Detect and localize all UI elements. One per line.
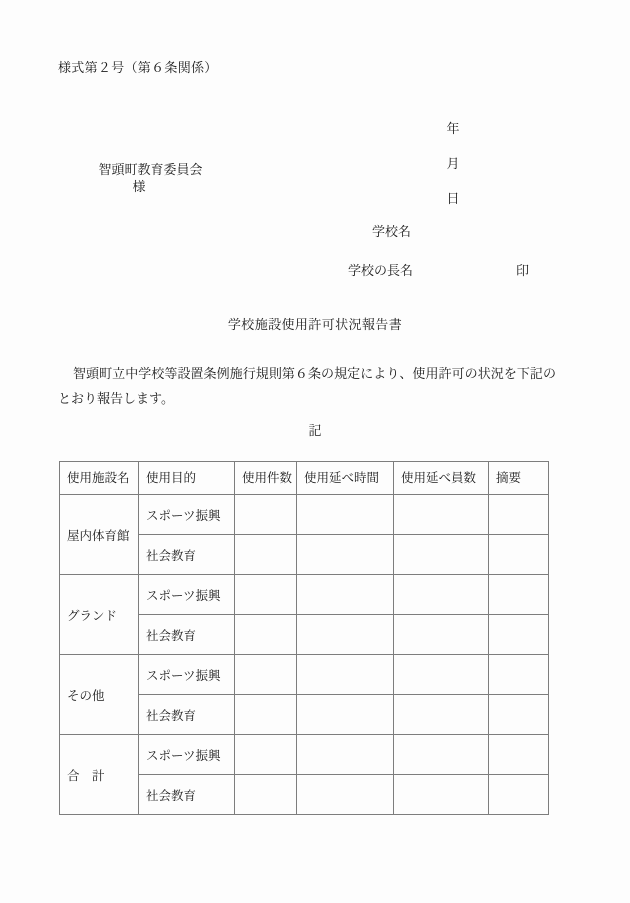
purpose-cell: スポーツ振興: [139, 495, 235, 535]
table-row: [60, 655, 549, 695]
count-cell[interactable]: [235, 535, 297, 575]
hours-cell[interactable]: [297, 655, 394, 695]
table-row: [60, 735, 549, 775]
report-table: [59, 461, 549, 815]
form-number: 様式第２号（第６条関係）: [58, 61, 218, 76]
facility-cell-ground: グランド: [60, 575, 139, 655]
purpose-cell: 社会教育: [139, 535, 235, 575]
hours-cell[interactable]: [297, 735, 394, 775]
purpose-cell: スポーツ振興: [139, 655, 235, 695]
persons-cell[interactable]: [394, 615, 489, 655]
month-label: 月: [446, 156, 460, 172]
persons-cell[interactable]: [394, 655, 489, 695]
column-header-count: 使用件数: [235, 462, 297, 495]
hours-cell[interactable]: [297, 575, 394, 615]
addressee: [82, 144, 203, 214]
purpose-cell: スポーツ振興: [139, 575, 235, 615]
purpose-cell: 社会教育: [139, 695, 235, 735]
page-title: 学校施設使用許可状況報告書: [227, 318, 403, 333]
count-cell[interactable]: [235, 495, 297, 535]
count-cell[interactable]: [235, 575, 297, 615]
persons-cell[interactable]: [394, 495, 489, 535]
hours-cell[interactable]: [297, 535, 394, 575]
facility-cell-indoor-gym: 屋内体育館: [60, 495, 139, 575]
purpose-cell: 社会教育: [139, 615, 235, 655]
remarks-cell[interactable]: [489, 775, 549, 815]
school-head-label: 学校の長名: [348, 264, 414, 279]
persons-cell[interactable]: [394, 535, 489, 575]
ki-marker: 記: [308, 424, 322, 439]
facility-cell-other: その他: [60, 655, 139, 735]
column-header-hours: 使用延べ時間: [297, 462, 394, 495]
remarks-cell[interactable]: [489, 615, 549, 655]
remarks-cell[interactable]: [489, 735, 549, 775]
remarks-cell[interactable]: [489, 575, 549, 615]
table-body: [60, 495, 549, 815]
remarks-cell[interactable]: [489, 535, 549, 575]
report-table-container: [59, 461, 548, 815]
addressee-name: 智頭町教育委員会: [98, 162, 203, 178]
body-paragraph: 智頭町立中学校等設置条例施行規則第６条の規定により、使用許可の状況を下記のとおり報告します。: [58, 367, 556, 408]
column-header-facility: 使用施設名: [60, 462, 139, 495]
hours-cell[interactable]: [297, 775, 394, 815]
remarks-cell[interactable]: [489, 695, 549, 735]
remarks-cell[interactable]: [489, 655, 549, 695]
persons-cell[interactable]: [394, 775, 489, 815]
count-cell[interactable]: [235, 655, 297, 695]
count-cell[interactable]: [235, 775, 297, 815]
day-label: 日: [446, 191, 460, 207]
persons-cell[interactable]: [394, 735, 489, 775]
remarks-cell[interactable]: [489, 495, 549, 535]
column-header-persons: 使用延べ員数: [394, 462, 489, 495]
purpose-cell: 社会教育: [139, 775, 235, 815]
hours-cell[interactable]: [297, 495, 394, 535]
facility-cell-total: 合 計: [60, 735, 139, 815]
count-cell[interactable]: [235, 735, 297, 775]
hours-cell[interactable]: [297, 615, 394, 655]
table-row: [60, 575, 549, 615]
count-cell[interactable]: [235, 695, 297, 735]
addressee-honorific: 様: [132, 180, 146, 196]
column-header-purpose: 使用目的: [139, 462, 235, 495]
table-header-row: [60, 462, 549, 495]
date-line: [430, 103, 489, 226]
hours-cell[interactable]: [297, 695, 394, 735]
purpose-cell: スポーツ振興: [139, 735, 235, 775]
persons-cell[interactable]: [394, 695, 489, 735]
table-row: [60, 495, 549, 535]
school-name-label: 学校名: [372, 225, 412, 240]
year-label: 年: [446, 121, 460, 137]
persons-cell[interactable]: [394, 575, 489, 615]
count-cell[interactable]: [235, 615, 297, 655]
seal-mark: 印: [516, 264, 530, 279]
column-header-remarks: 摘要: [489, 462, 549, 495]
